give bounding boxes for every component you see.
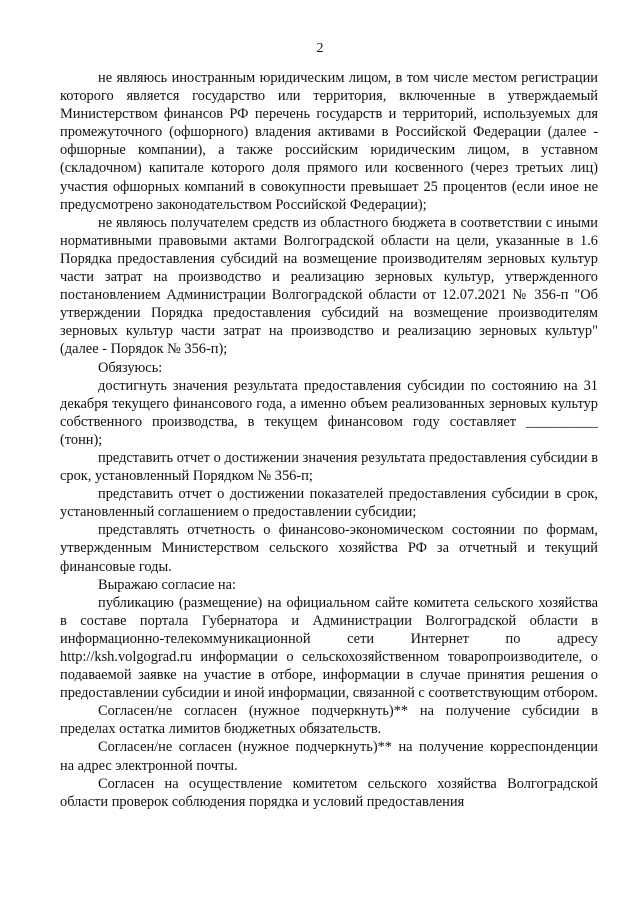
paragraph-report-result: представить отчет о достижении значения результата предоставления субсидии в срок, установленный Порядком № 356-п; [60, 449, 598, 485]
paragraph-not-budget-recipient: не являюсь получателем средств из областного бюджета в соответствии с иными нормативными правовыми актами Волгоградской области на цели, указанные в 1.6 Порядка предоставления субсидий на возмещение производителям зерновых культур части затрат на производство и реализацию зерновых культур, утвержденного постановлением Администрации Волгоградской области от 12.07.2021 № 356-п "Об утверждении Порядка предоставления субсидий на возмещение производителям зерновых культур части затрат на производство и реализацию зерновых культур" (далее - Порядок № 356-п); [60, 214, 598, 358]
page-number: 2 [316, 41, 324, 56]
paragraph-consent-budget-limits: Согласен/не согласен (нужное подчеркнуть)** на получение субсидии в пределах остатка лимитов бюджетных обязательств. [60, 703, 598, 738]
paragraph-financial-reporting: представлять отчетность о финансово-экономическом состоянии по формам, утвержденным Министерством сельского хозяйства РФ за отчетный и текущий финансовые годы. [60, 522, 598, 575]
paragraph-consent-email: Согласен/не согласен (нужное подчеркнуть)** на получение корреспонденции на адрес электронной почты. [60, 739, 598, 774]
paragraph-report-indicators: представить отчет о достижении показателей предоставления субсидии в срок, установленный соглашением о предоставлении субсидии; [60, 486, 598, 521]
paragraph-consent-inspections: Согласен на осуществление комитетом сельского хозяйства Волгоградской области проверок соблюдения порядка и условий предоставления [60, 775, 598, 810]
paragraph-obligations-heading: Обязуюсь: [98, 359, 163, 376]
paragraph-consent-heading: Выражаю согласие на: [98, 576, 237, 593]
paragraph-offshore-status: не являюсь иностранным юридическим лицом, в том числе местом регистрации которого является государство или территория, включенные в утверждаемый Министерством финансов РФ перечень государств и территорий, используемых для промежуточного (офшорного) владения активами в Российской Федерации (далее - офшорные компании), а также российским юридическим лицом, в уставном (складочном) капитале которого доля прямого или косвенного (через третьих лиц) участия офшорных компаний в совокупности превышает 25 процентов (если иное не предусмотрено законодательством Российской Федерации); [60, 70, 598, 213]
paragraph-achieve-result: достигнуть значения результата предоставления субсидии по состоянию на 31 декабря текущего финансового года, а именно объем реализованных зерновых культур собственного производства, в текущем финансовом году составляет __________ (тонн); [60, 377, 598, 448]
document-body [60, 69, 598, 811]
paragraph-publication-consent: публикацию (размещение) на официальном сайте комитета сельского хозяйства в составе портала Губернатора и Администрации Волгоградской области в информационно-телекоммуникационной сети Интернет по адресу http://ksh.volgograd.ru информации о сельскохозяйственном товаропроизводителе, о подаваемой заявке на участие в отборе, информации в случае принятия решения о предоставлении субсидии и иной информации, связанной с соответствующим отбором. [60, 594, 598, 702]
